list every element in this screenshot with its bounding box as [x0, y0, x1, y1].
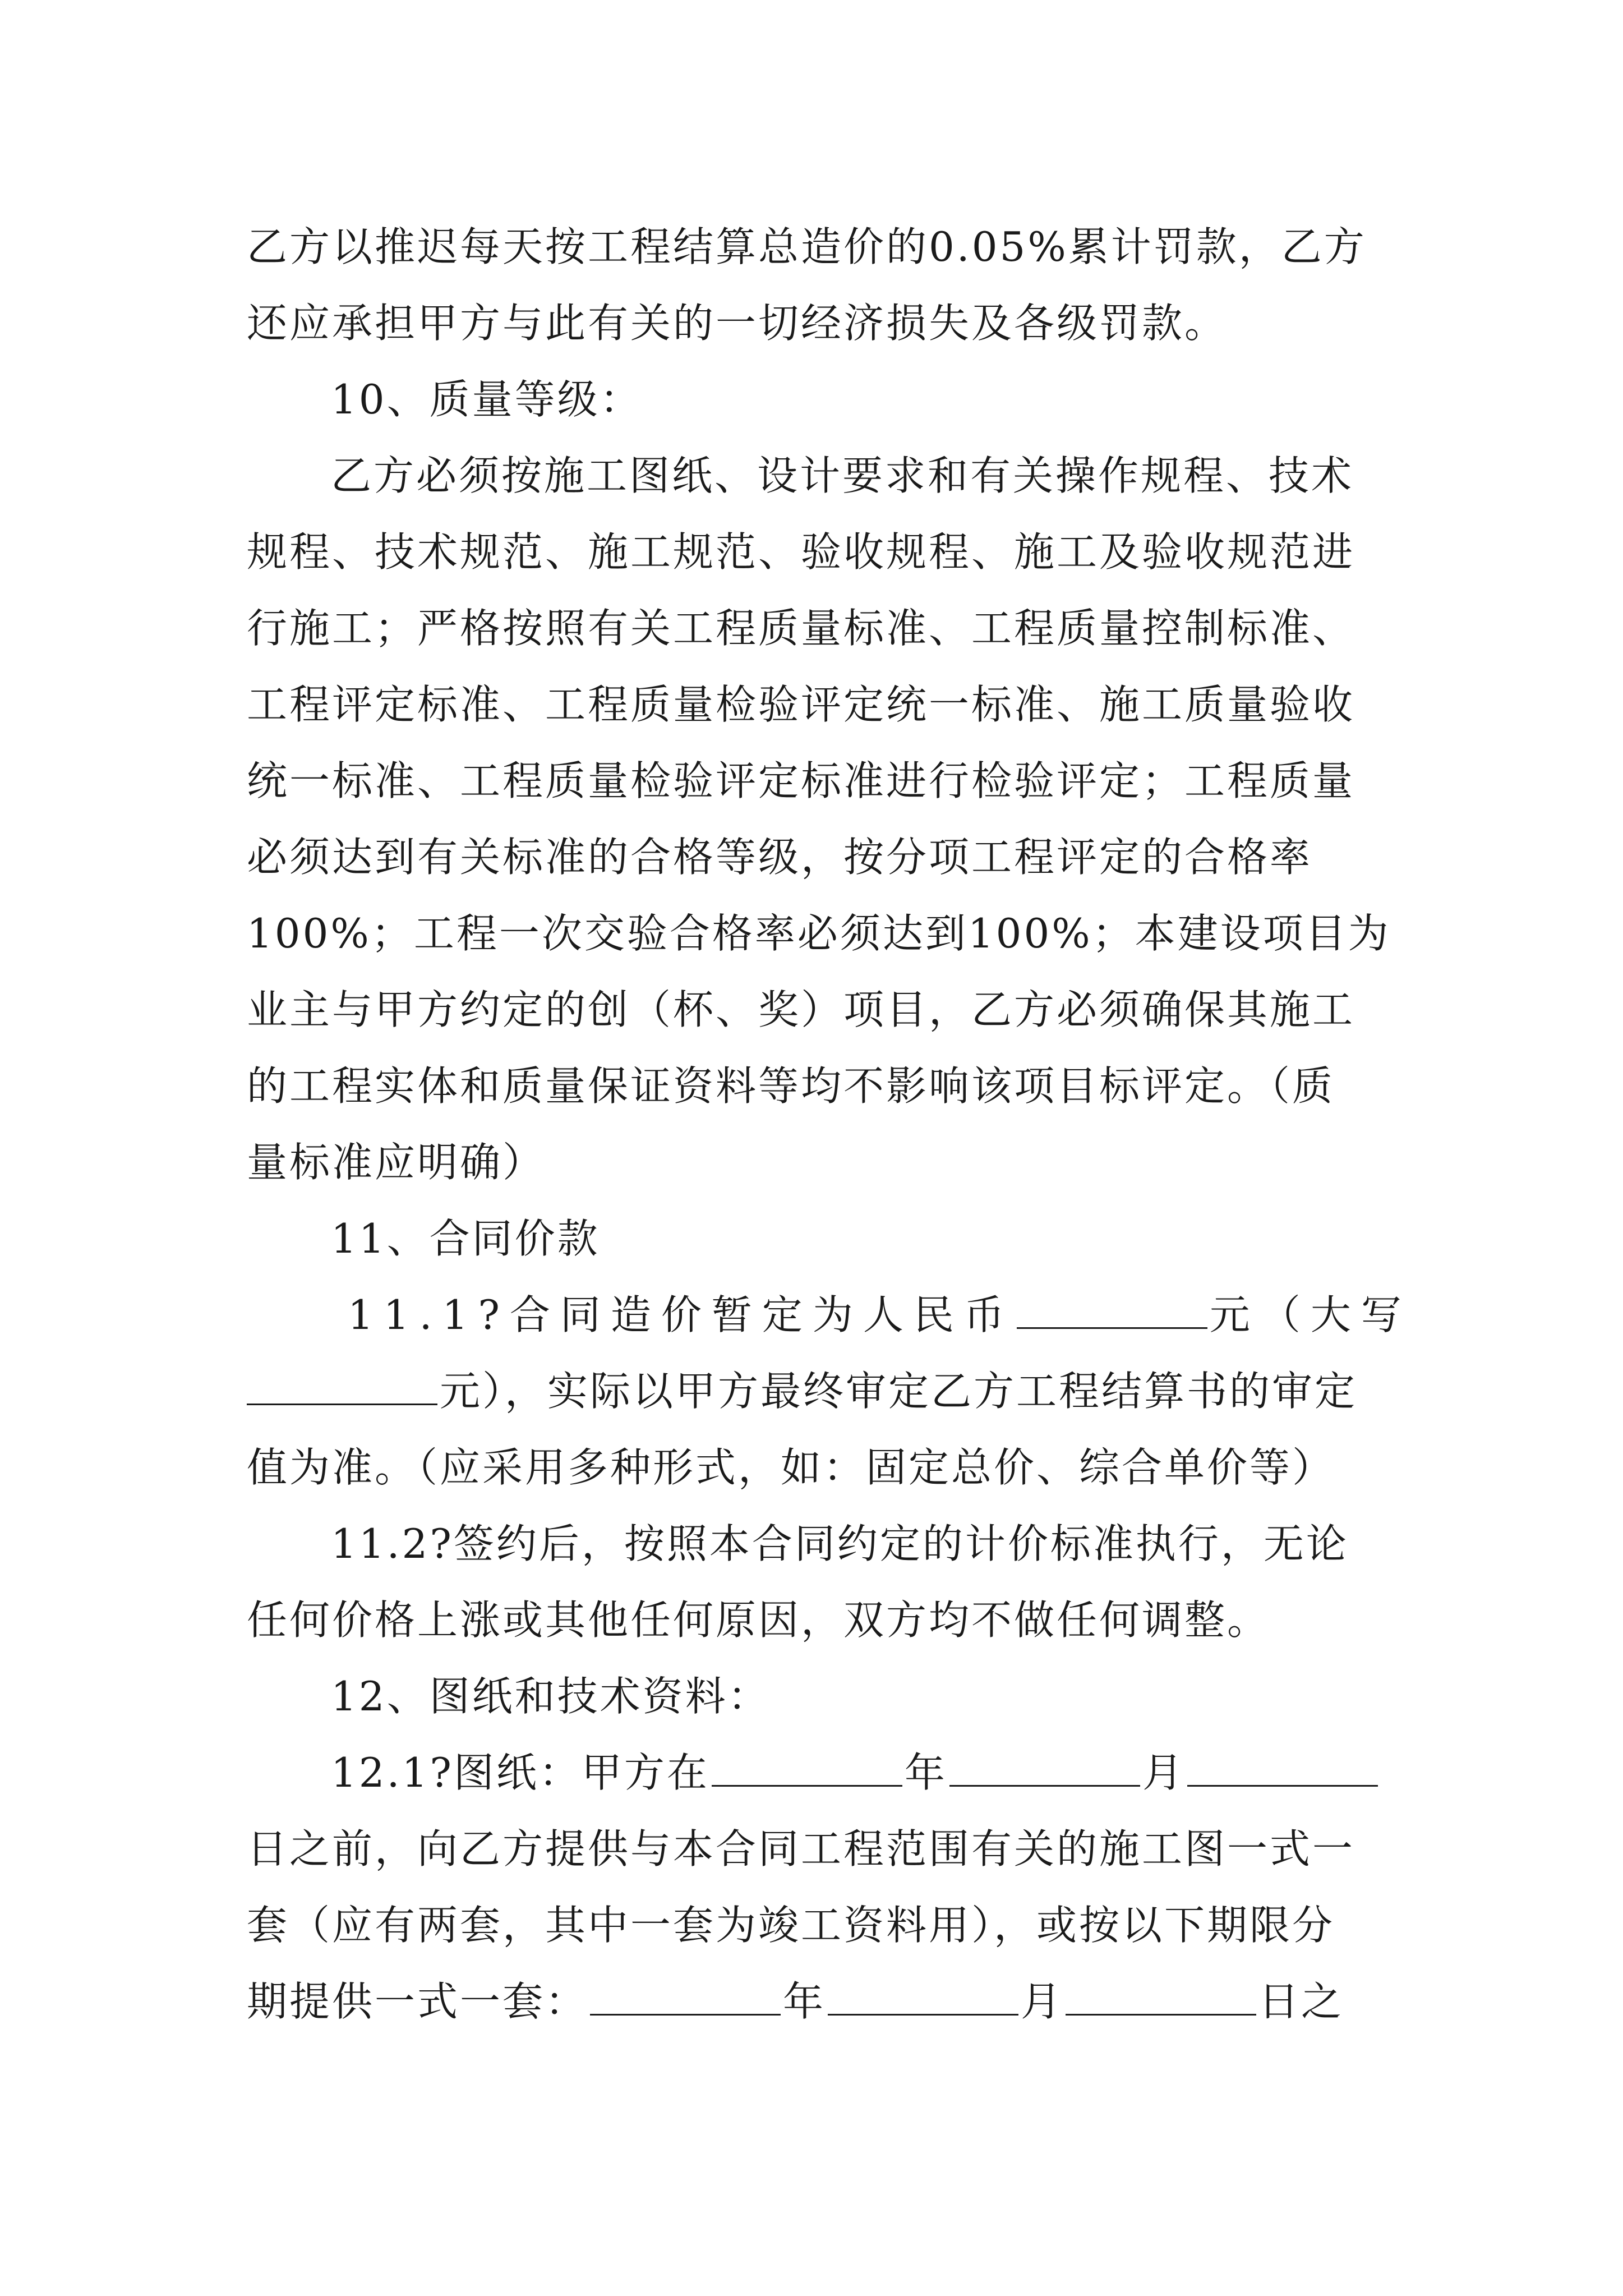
text-span: 11.1?合同造价暂定为人民币 — [348, 1291, 1015, 1338]
text-line: 行施工；严格按照有关工程质量标准、工程质量控制标准、 — [247, 605, 1355, 652]
text-line: 乙方必须按施工图纸、设计要求和有关操作规程、技术 — [331, 452, 1354, 499]
fill-in-blank[interactable] — [247, 1369, 437, 1405]
text-line — [247, 1963, 1391, 2040]
fill-in-blank[interactable] — [712, 1750, 902, 1787]
text-span: 元），实际以甲方最终审定乙方工程结算书的审定 — [440, 1368, 1358, 1415]
text-line: 必须达到有关标准的合格等级，按分项工程评定的合格率 — [247, 834, 1313, 881]
text-line: 还应承担甲方与此有关的一切经济损失及各级罚款。 — [247, 300, 1228, 347]
text-line — [348, 1277, 1412, 1353]
fill-in-blank[interactable] — [828, 1979, 1018, 2016]
text-line: 统一标准、工程质量检验评定标准进行检验评定；工程质量 — [247, 757, 1355, 804]
text-line — [247, 1353, 1391, 1429]
text-line: 乙方以推迟每天按工程结算总造价的0.05%累计罚款，乙方 — [247, 223, 1367, 270]
text-line: 套（应有两套，其中一套为竣工资料用），或按以下期限分 — [247, 1902, 1335, 1949]
fill-in-blank[interactable] — [949, 1750, 1140, 1787]
fill-in-blank[interactable] — [1066, 1979, 1256, 2016]
text-span: 月 — [1142, 1749, 1185, 1796]
text-line: 的工程实体和质量保证资料等均不影响该项目标评定。（质 — [247, 1062, 1335, 1110]
section-heading: 10、质量等级： — [331, 376, 643, 423]
text-line: 工程评定标准、工程质量检验评定统一标准、施工质量验收 — [247, 681, 1355, 728]
section-heading: 12、图纸和技术资料： — [331, 1673, 771, 1720]
fill-in-blank[interactable] — [1017, 1292, 1207, 1329]
text-span: 日之 — [1258, 1978, 1344, 2025]
text-line: 日之前，向乙方提供与本合同工程范围有关的施工图一式一 — [247, 1825, 1355, 1872]
text-span: 年 — [904, 1749, 947, 1796]
text-span: 月 — [1021, 1978, 1064, 2025]
fill-in-blank[interactable] — [590, 1979, 781, 2016]
text-line — [331, 1734, 1391, 1811]
text-line: 业主与甲方约定的创（杯、奖）项目，乙方必须确保其施工 — [247, 986, 1355, 1033]
text-line: 100%；工程一次交验合格率必须达到100%；本建设项目为 — [247, 910, 1391, 957]
text-line: 值为准。（应采用多种形式，如：固定总价、综合单价等） — [247, 1444, 1335, 1491]
text-line: 11.2?签约后，按照本合同约定的计价标准执行，无论 — [331, 1520, 1349, 1567]
text-span: 元（大写 — [1209, 1291, 1412, 1338]
text-line: 任何价格上涨或其他任何原因，双方均不做任何调整。 — [247, 1596, 1270, 1644]
fill-in-blank[interactable] — [1187, 1750, 1378, 1787]
text-span: 期提供一式一套： — [247, 1978, 588, 2025]
section-heading: 11、合同价款 — [331, 1215, 600, 1262]
text-line: 量标准应明确） — [247, 1139, 546, 1186]
text-line: 规程、技术规范、施工规范、验收规程、施工及验收规范进 — [247, 528, 1355, 576]
text-span: 年 — [783, 1978, 826, 2025]
text-span: 12.1?图纸：甲方在 — [331, 1749, 709, 1796]
